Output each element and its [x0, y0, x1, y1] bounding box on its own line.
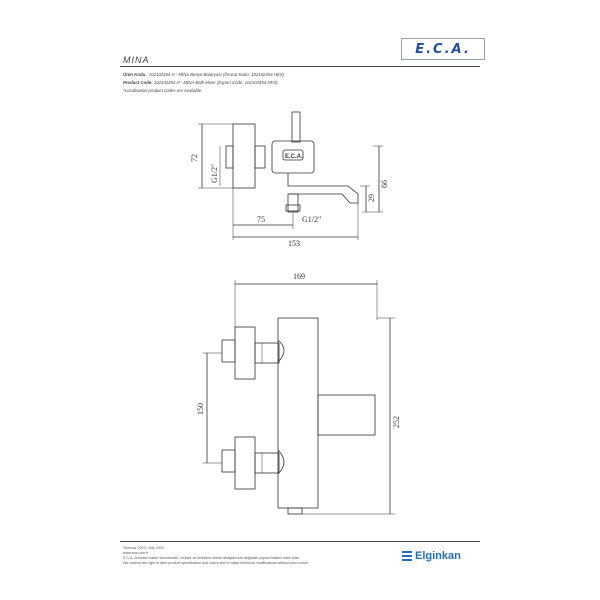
footer-website: www.eca.com.tr [123, 551, 149, 555]
bottom-outlet [288, 508, 302, 514]
connection-nut [255, 146, 265, 168]
spout [288, 173, 358, 203]
handle-lever [292, 112, 300, 142]
footer-note-tr: E.C.A. önceden haber vermeksizin, ürünler ve ürünlerin teknik detaylarında değişiklik yapma hakkını saklı tutar. [123, 556, 300, 560]
localisation-note: *Localisation product codes are available. [123, 88, 203, 93]
footer-divider [120, 541, 480, 542]
elginkan-mark-icon [402, 551, 412, 561]
body-logo-text: E.C.A. [285, 154, 303, 160]
dim-g12-vertical-label: G1/2" [210, 163, 219, 183]
dim-169-label: 169 [293, 272, 305, 281]
inlet-stub [226, 146, 233, 168]
dim-150-label: 150 [196, 403, 205, 415]
dim-66-label: 66 [380, 180, 389, 188]
dim-153-label: 153 [288, 239, 300, 248]
lower-inlet-stub [222, 450, 235, 472]
footer-note-en: We reserve the right to alter product specification and colors and to make technical modifications without prior notice. [123, 561, 309, 565]
dim-75-label: 75 [257, 215, 265, 224]
lower-wall-plate [235, 437, 255, 489]
product-code-en-label: Product Code: [123, 80, 153, 85]
elginkan-logo [402, 550, 461, 562]
upper-wall-plate [235, 327, 255, 379]
wall-plate [233, 124, 255, 188]
dim-72-label: 72 [190, 154, 199, 162]
product-code-en-value: 102102454 H - MİNA Bath Mixer (Export Code: 102102454 HEX) [153, 80, 278, 85]
product-code-tr-label: Ürün Kodu [123, 72, 146, 77]
eca-logo-text: E.C.A. [415, 41, 471, 57]
upper-inlet-stub [222, 340, 235, 362]
product-code-tr-value: : 102102454 H - MİNA Banyo Bataryası (İhracat Kodu: 102102454 HEX) [146, 72, 285, 77]
upper-connector [255, 343, 279, 363]
shower-outlet [288, 194, 298, 212]
elginkan-logo-text: Elginkan [415, 550, 461, 562]
side-view [190, 112, 389, 248]
footer-date: Temmuz 2023 / July 2023 [123, 546, 164, 550]
spout-box [318, 395, 375, 435]
dim-29-label: 29 [367, 194, 376, 202]
product-title: MINA [123, 55, 150, 65]
dim-g12-horizontal-label: G1/2" [302, 215, 322, 224]
dim-252-label: 252 [392, 416, 401, 428]
mixer-column [278, 318, 318, 508]
front-view [196, 272, 401, 514]
lower-connector [255, 453, 279, 473]
